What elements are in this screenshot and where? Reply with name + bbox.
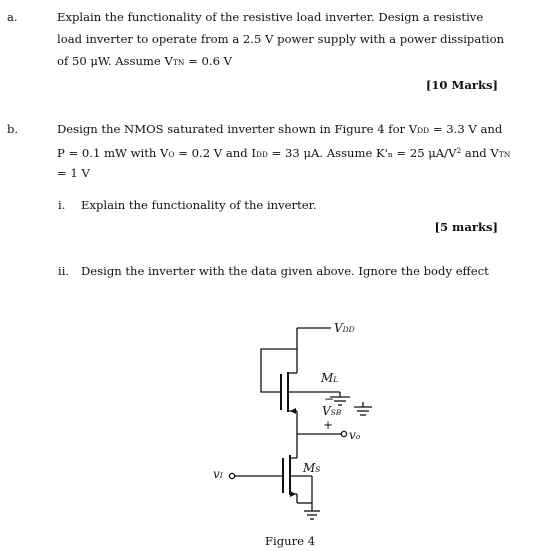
- vdd-label: [334, 321, 355, 337]
- vsb-label-sub: SB: [330, 408, 342, 417]
- vi-label: [213, 467, 223, 483]
- vi-label-sub: I: [219, 471, 223, 480]
- vo-label-main: v: [349, 428, 356, 442]
- vi-label-main: v: [213, 467, 220, 481]
- kn-subscript: n: [387, 150, 393, 159]
- idd-subscript: DD: [255, 150, 268, 159]
- part-a-line-3-post: = 0.6 V: [184, 54, 233, 68]
- vtn-subscript: TN: [172, 58, 185, 67]
- part-a-line-1: Explain the functionality of the resistive load inverter. Design a resistive: [57, 10, 484, 24]
- vdd-label-main: V: [334, 321, 343, 335]
- squared-superscript: 2: [456, 146, 462, 155]
- ms-label-main: M: [303, 461, 316, 475]
- part-b-line-2-d: = 25 μA/V: [392, 146, 457, 160]
- part-b-line-2-c: = 33 μA. Assume K': [267, 146, 388, 160]
- vtn-subscript-b: TN: [498, 150, 511, 159]
- sub-i-text: Explain the functionality of the inverter.: [81, 198, 317, 212]
- part-a-line-3-pre: of 50 μW. Assume V: [57, 54, 173, 68]
- part-a-letter: a.: [7, 10, 18, 24]
- sub-ii-text: Design the inverter with the data given above. Ignore the body effect: [81, 264, 489, 278]
- ms-source-arrow: [290, 491, 296, 497]
- part-b-line-1-pre: Design the NMOS saturated inverter shown in Figure 4 for V: [57, 122, 418, 136]
- sub-i-number: i.: [58, 198, 66, 212]
- ms-label-sub: S: [315, 465, 321, 474]
- ml-label-sub: L: [333, 375, 339, 384]
- part-b-line-1-post: = 3.3 V and: [429, 122, 503, 136]
- input-terminal: [229, 473, 234, 478]
- vo-label-sub: o: [355, 432, 361, 441]
- ml-label: [321, 371, 338, 387]
- ms-label: [303, 461, 320, 477]
- vsb-plus: +: [323, 418, 334, 432]
- sub-ii-number: ii.: [58, 264, 70, 278]
- part-b-letter: b.: [7, 122, 19, 136]
- part-b-line-2-e: and V: [461, 146, 499, 160]
- ml-label-main: M: [321, 371, 334, 385]
- vo-subscript: O: [168, 150, 175, 159]
- vsb-label-main: V: [322, 404, 331, 418]
- part-a-marks: [10 Marks]: [425, 78, 498, 92]
- vo-label: [349, 428, 360, 444]
- vsb-minus: −: [324, 392, 335, 406]
- ground-symbol-source: [304, 511, 320, 519]
- part-a-line-2: load inverter to operate from a 2.5 V power supply with a power dissipation: [57, 32, 505, 46]
- figure-caption: Figure 4: [265, 534, 316, 548]
- ml-source-arrow: [290, 408, 296, 414]
- output-terminal: [341, 431, 346, 436]
- ground-symbol-vsb: [354, 402, 372, 415]
- sub-i-marks: [5 marks]: [434, 220, 498, 234]
- part-b-line-3: = 1 V: [57, 166, 90, 180]
- part-b-line-2-a: P = 0.1 mW with V: [57, 146, 169, 160]
- vdd-subscript: DD: [417, 126, 430, 135]
- vdd-label-sub: DD: [342, 325, 355, 334]
- part-b-line-2-b: = 0.2 V and I: [174, 146, 256, 160]
